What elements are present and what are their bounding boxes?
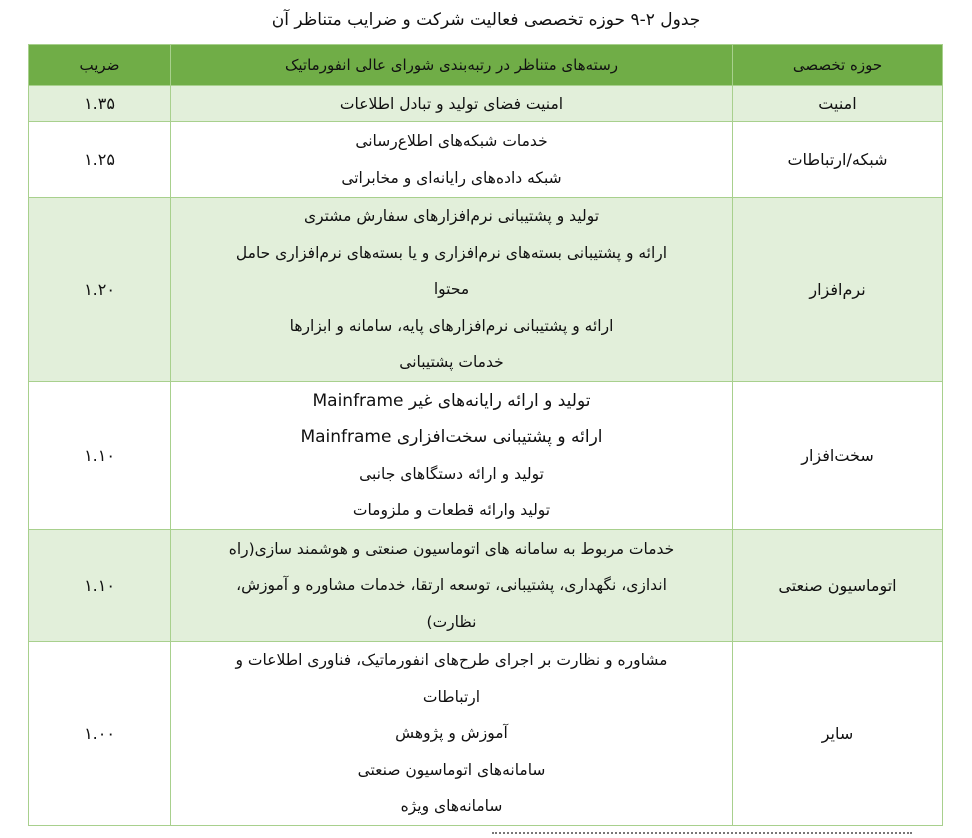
fields-cell: [171, 382, 733, 530]
field-line: شبکه داده‌های رایانه‌ای و مخابراتی: [341, 168, 562, 187]
field-line: خدمات مربوط به سامانه های اتوماسیون صنعتی و هوشمند سازی(راه: [228, 539, 675, 558]
table-row: [29, 642, 943, 826]
coefficient-cell: ۱.۱۰: [29, 530, 171, 642]
domain-cell: شبکه/ارتباطات: [733, 122, 943, 198]
coefficient-cell: ۱.۳۵: [29, 86, 171, 122]
coefficient-table: [28, 44, 943, 826]
field-line: ارتباطات: [422, 687, 481, 706]
table-row: [29, 122, 943, 198]
field-line: تولید و پشتیبانی نرم‌افزارهای سفارش مشتری: [303, 207, 600, 226]
table-row: [29, 530, 943, 642]
coefficient-cell: ۱.۰۰: [29, 642, 171, 826]
table-row: [29, 86, 943, 122]
field-line: مشاوره و نظارت بر اجرای طرح‌های انفورماتیک، فناوری اطلاعات و: [235, 651, 668, 670]
domain-cell: سایر: [733, 642, 943, 826]
field-line: ارائه و پشتیبانی سخت‌افزاری Mainframe: [300, 427, 603, 447]
header-fields: رسته‌های متناظر در رتبه‌بندی شورای عالی انفورماتیک: [171, 45, 733, 86]
field-line: ارائه و پشتیبانی نرم‌افزارهای پایه، سامانه و ابزارها: [289, 316, 614, 335]
field-line: تولید وارائه قطعات و ملزومات: [352, 501, 551, 519]
domain-cell: اتوماسیون صنعتی: [733, 530, 943, 642]
table-header-row: [29, 45, 943, 86]
field-line: ارائه و پشتیبانی بسته‌های نرم‌افزاری و یا بسته‌های نرم‌افزاری حامل: [235, 243, 668, 262]
field-line: خدمات شبکه‌های اطلاع‌رسانی: [355, 132, 548, 150]
table-caption: جدول ۲-۹ حوزه تخصصی فعالیت شرکت و ضرایب متناظر آن: [271, 10, 701, 30]
header-coefficient: ضریب: [29, 45, 171, 86]
coefficient-cell: ۱.۲۵: [29, 122, 171, 198]
coefficient-cell: ۱.۱۰: [29, 382, 171, 530]
table-row: [29, 382, 943, 530]
fields-cell: [171, 642, 733, 826]
field-line: سامانه‌های اتوماسیون صنعتی: [357, 760, 546, 779]
table-row: [29, 198, 943, 382]
field-line: خدمات پشتیبانی: [399, 353, 504, 372]
field-line: امنیت فضای تولید و تبادل اطلاعات: [339, 94, 564, 113]
field-line: آموزش و پژوهش: [395, 724, 508, 743]
fields-cell: [171, 122, 733, 198]
fields-cell: [171, 86, 733, 122]
field-line: نظارت): [426, 612, 477, 631]
cut-off-text-fragment: [492, 832, 912, 836]
domain-cell: نرم‌افزار: [733, 198, 943, 382]
cut-off-footnote: [0, 832, 972, 838]
field-line: تولید و ارائه دستگاهای جانبی: [359, 464, 544, 483]
field-line: تولید و ارائه رایانه‌های غیر Mainframe: [312, 390, 591, 411]
header-domain: حوزه تخصصی: [733, 45, 943, 86]
coefficient-cell: ۱.۲۰: [29, 198, 171, 382]
field-line: محتوا: [433, 280, 470, 299]
domain-cell: امنیت: [733, 86, 943, 122]
fields-cell: [171, 198, 733, 382]
domain-cell: سخت‌افزار: [733, 382, 943, 530]
field-line: اندازی، نگهداری، پشتیبانی، توسعه ارتقا، خدمات مشاوره و آموزش،: [236, 576, 667, 595]
fields-cell: [171, 530, 733, 642]
field-line: سامانه‌های ویژه: [400, 797, 503, 816]
